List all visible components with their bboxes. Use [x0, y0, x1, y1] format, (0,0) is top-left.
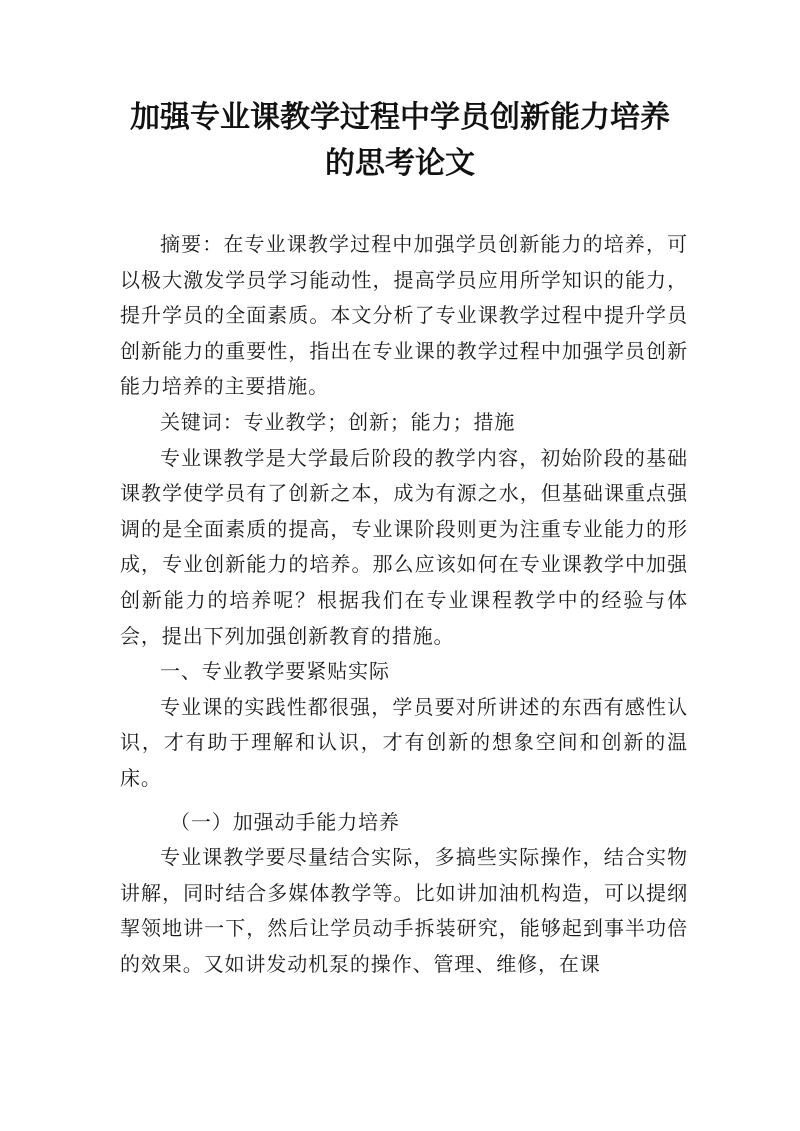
keywords-line: 关键词：专业教学；创新；能力；措施: [160, 409, 516, 434]
abstract-paragraph: 摘要：在专业课教学过程中加强学员创新能力的培养，可以极大激发学员学习能动性，提高学员应用所学知识的能力，提升学员的全面素质。本文分析了专业课教学过程中提升学员创新能力的重要性，指出在专业课的教学过程中加强学员创新能力培养的主要措施。: [120, 232, 688, 399]
section-1-paragraph: 专业课的实践性都很强，学员要对所讲述的东西有感性认识，才有助于理解和认识，才有创新的想象空间和创新的温床。: [120, 694, 688, 790]
section-1-heading: 一、专业教学要紧贴实际: [160, 659, 390, 684]
intro-paragraph: 专业课教学是大学最后阶段的教学内容，初始阶段的基础课教学使学员有了创新之本，成为有源之水，但基础课重点强调的是全面素质的提高，专业课阶段则更为注重专业能力的形成，专业创新能力的培养。那么应该如何在专业课教学中加强创新能力的培养呢？根据我们在专业课程教学中的经验与体会，提出下列加强创新教育的措施。: [120, 445, 688, 648]
subsection-1-paragraph: 专业课教学要尽量结合实际，多搞些实际操作，结合实物讲解，同时结合多媒体教学等。比如讲加油机构造，可以提纲挈领地讲一下，然后让学员动手拆装研究，能够起到事半功倍的效果。又如讲发动机泵的操作、管理、维修，在课: [120, 845, 688, 976]
subsection-1-heading: （一）加强动手能力培养: [170, 809, 400, 834]
title-line-1: 加强专业课教学过程中学员创新能力培养: [130, 100, 670, 135]
document-body: [120, 227, 688, 982]
document-title: [100, 95, 700, 187]
title-line-2: 的思考论文: [325, 146, 475, 181]
